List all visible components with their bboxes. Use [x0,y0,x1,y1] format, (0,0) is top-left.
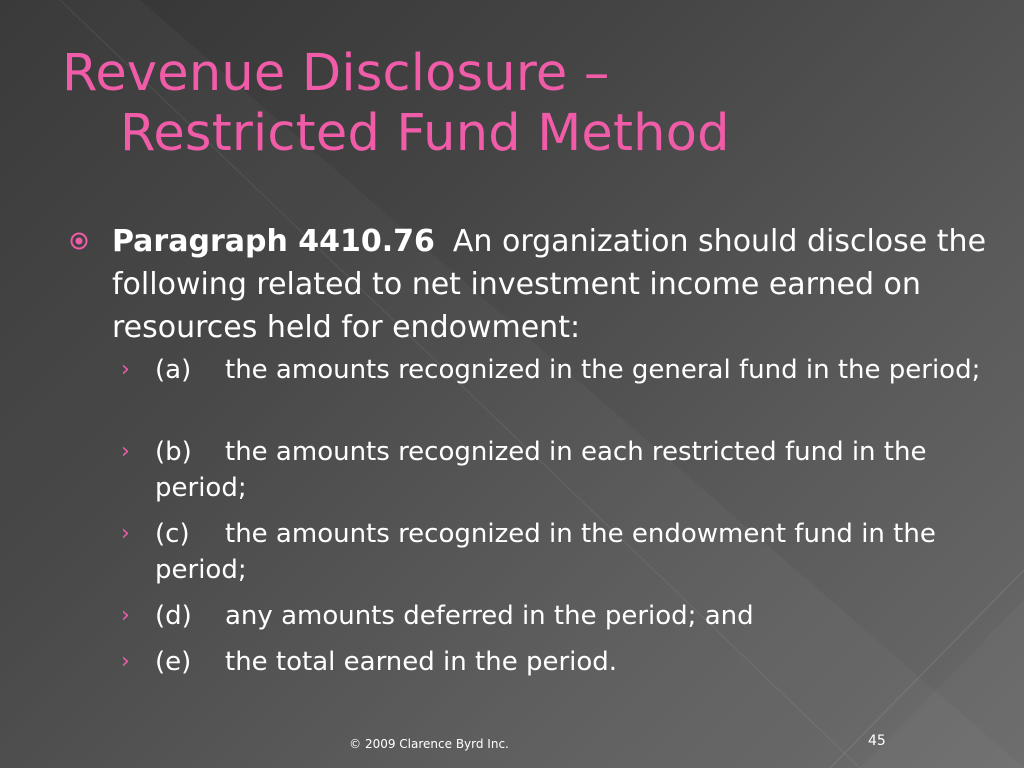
item-letter: (c) [155,519,190,549]
chevron-right-icon: › [121,649,130,674]
chevron-right-icon: › [121,521,130,546]
item-text: the amounts recognized in each restricted fund in the period; [155,437,927,503]
chevron-right-icon: › [121,603,130,628]
chevron-right-icon: › [121,357,130,382]
paragraph-text: An organization should disclose the following related to net investment income earned on resources held for endowment: [112,224,987,345]
slide-title [62,44,1002,164]
list-item [121,352,985,388]
item-letter: (b) [155,437,192,467]
page-number: 45 [868,733,886,749]
item-text: the amounts recognized in the endowment fund in the period; [155,519,936,585]
item-letter: (d) [155,601,192,631]
item-text: any amounts deferred in the period; and [225,601,754,631]
item-letter: (e) [155,647,192,677]
title-line-2: Restricted Fund Method [120,104,730,163]
item-text: the total earned in the period. [225,647,618,677]
list-item [121,644,985,680]
chevron-right-icon: › [121,439,130,464]
list-item [121,434,985,506]
item-letter: (a) [155,355,192,385]
paragraph-label: Paragraph 4410.76 [112,224,435,259]
list-item [121,516,985,588]
copyright-footer: © 2009 Clarence Byrd Inc. [349,737,509,751]
paragraph-bullet [112,220,992,349]
target-bullet-icon [70,232,88,250]
item-text: the amounts recognized in the general fund in the period; [225,355,981,385]
title-line-1: Revenue Disclosure – [62,44,610,103]
list-item [121,598,985,634]
